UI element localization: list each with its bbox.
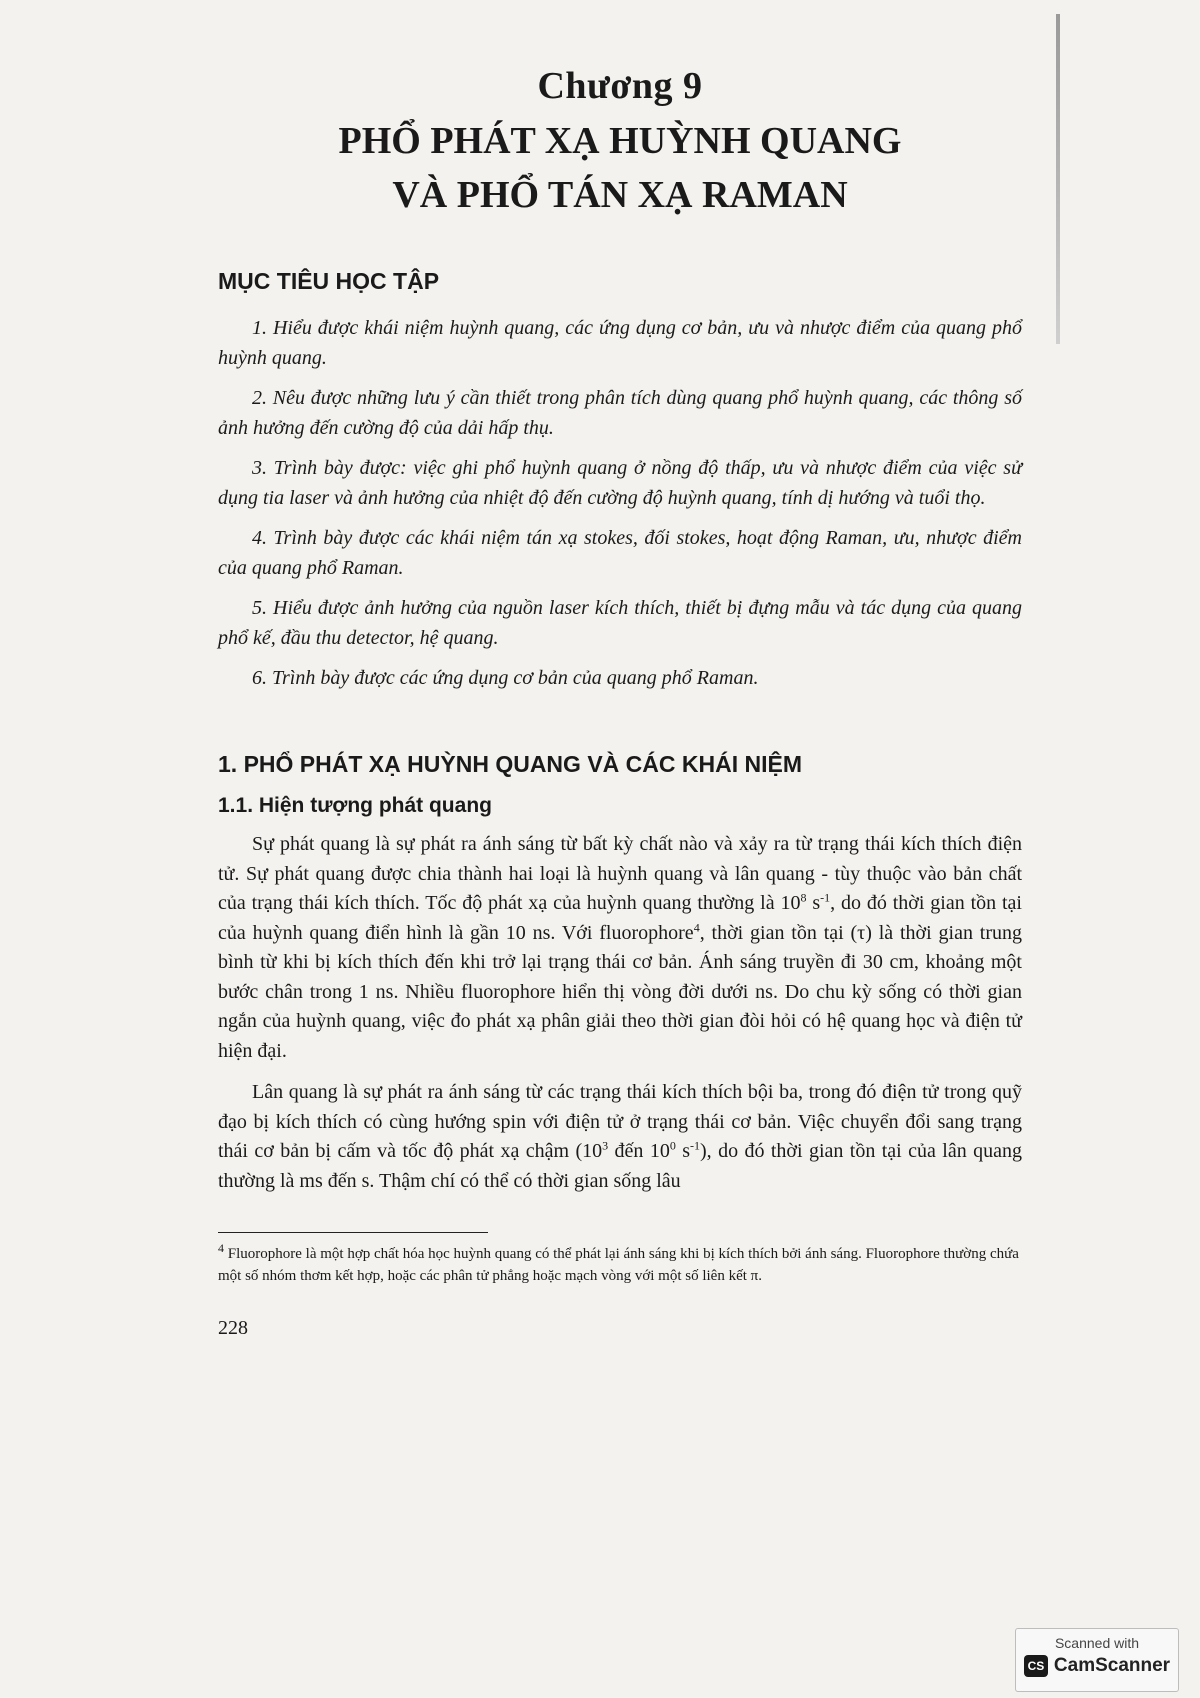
page-number: 228 <box>218 1317 248 1339</box>
camscanner-logo-icon: CS <box>1024 1655 1048 1677</box>
paragraph-lan-quang: Lân quang là sự phát ra ánh sáng từ các trạng thái kích thích bội ba, trong đó điện tử trong quỹ đạo bị kích thích có cùng hướng spin với điện tử ở trạng thái cơ bản. Việc chuyển đổi sang trạng thái cơ bản bị cấm và tốc độ phát xạ chậm ($10^3$ đến $10^0$ $s^{-1}$), do đó thời gian tồn tại của lân quang thường là ms đến s. Thậm chí có thể có thời gian sống lâu <box>218 1081 1022 1192</box>
footnote-divider <box>218 1232 488 1233</box>
objective-item-1: 1. Hiểu được khái niệm huỳnh quang, các ứng dụng cơ bản, ưu và nhược điểm của quang phổ huỳnh quang. <box>218 317 1022 369</box>
paragraph-phat-quang: Sự phát quang là sự phát ra ánh sáng từ bất kỳ chất nào và xảy ra từ trạng thái kích thích điện tử. Sự phát quang được chia thành hai loại là huỳnh quang và lân quang - tùy thuộc vào bản chất của trạng thái kích thích. Tốc độ phát xạ của huỳnh quang thường là $10^8$ $s^{-1}$, do đó thời gian tồn tại của huỳnh quang điển hình là gần 10 ns. Với fluorophore$^4$, thời gian tồn tại (τ) là thời gian trung bình từ khi bị kích thích đến khi trở lại trạng thái cơ bản. Ánh sáng truyền đi 30 cm, khoảng một bước chân trong 1 ns. Nhiều fluorophore hiển thị vòng đời dưới ns. Do chu kỳ sống có thời gian ngắn của huỳnh quang, việc đo phát xạ phân giải theo thời gian đòi hỏi có hệ quang học và điện tử hiện đại. <box>218 833 1022 1062</box>
objective-item-3: 3. Trình bày được: việc ghi phổ huỳnh quang ở nồng độ thấp, ưu và nhược điểm của việc sử dụng tia laser và ảnh hưởng của nhiệt độ đến cường độ huỳnh quang, tính dị hướng và tuổi thọ. <box>218 457 1022 509</box>
objective-item-5: 5. Hiểu được ảnh hưởng của nguồn laser kích thích, thiết bị đựng mẫu và tác dụng của quang phổ kế, đầu thu detector, hệ quang. <box>218 597 1022 649</box>
objective-item-6: 6. Trình bày được các ứng dụng cơ bản của quang phổ Raman. <box>252 667 759 689</box>
objective-item-4: 4. Trình bày được các khái niệm tán xạ stokes, đối stokes, hoạt động Raman, ưu, nhược điểm của quang phổ Raman. <box>218 527 1022 579</box>
objectives-heading: MỤC TIÊU HỌC TẬP <box>218 268 440 294</box>
chapter-title-line1: PHỔ PHÁT XẠ HUỲNH QUANG <box>338 120 902 162</box>
chapter-number: Chương 9 <box>537 65 703 107</box>
footnote-ref[interactable]: 4 <box>693 919 700 934</box>
camscanner-watermark <box>1015 1628 1179 1692</box>
watermark-caption: Scanned with <box>1054 1635 1140 1651</box>
page-edge-shadow <box>1056 14 1060 344</box>
chapter-title-line2: VÀ PHỔ TÁN XẠ RAMAN <box>392 174 848 216</box>
footnote <box>218 1243 1022 1287</box>
objective-item-2: 2. Nêu được những lưu ý cần thiết trong phân tích dùng quang phổ huỳnh quang, các thông số ảnh hưởng đến cường độ của dải hấp thụ. <box>218 387 1022 439</box>
section-heading: 1. PHỔ PHÁT XẠ HUỲNH QUANG VÀ CÁC KHÁI NIỆM <box>218 751 802 777</box>
footnote-text: Fluorophore là một hợp chất hóa học huỳnh quang có thể phát lại ánh sáng khi bị kích thích bởi ánh sáng. Fluorophore thường chứa một số nhóm thơm kết hợp, hoặc các phân tử phẳng hoặc mạch vòng với một số liên kết π. <box>218 1246 1019 1284</box>
document-page <box>218 56 1022 1340</box>
chapter-title <box>218 114 1022 222</box>
footnote-marker: 4 <box>218 1241 224 1255</box>
subsection-heading: 1.1. Hiện tượng phát quang <box>218 794 492 817</box>
watermark-brand: CamScanner <box>1053 1655 1171 1676</box>
